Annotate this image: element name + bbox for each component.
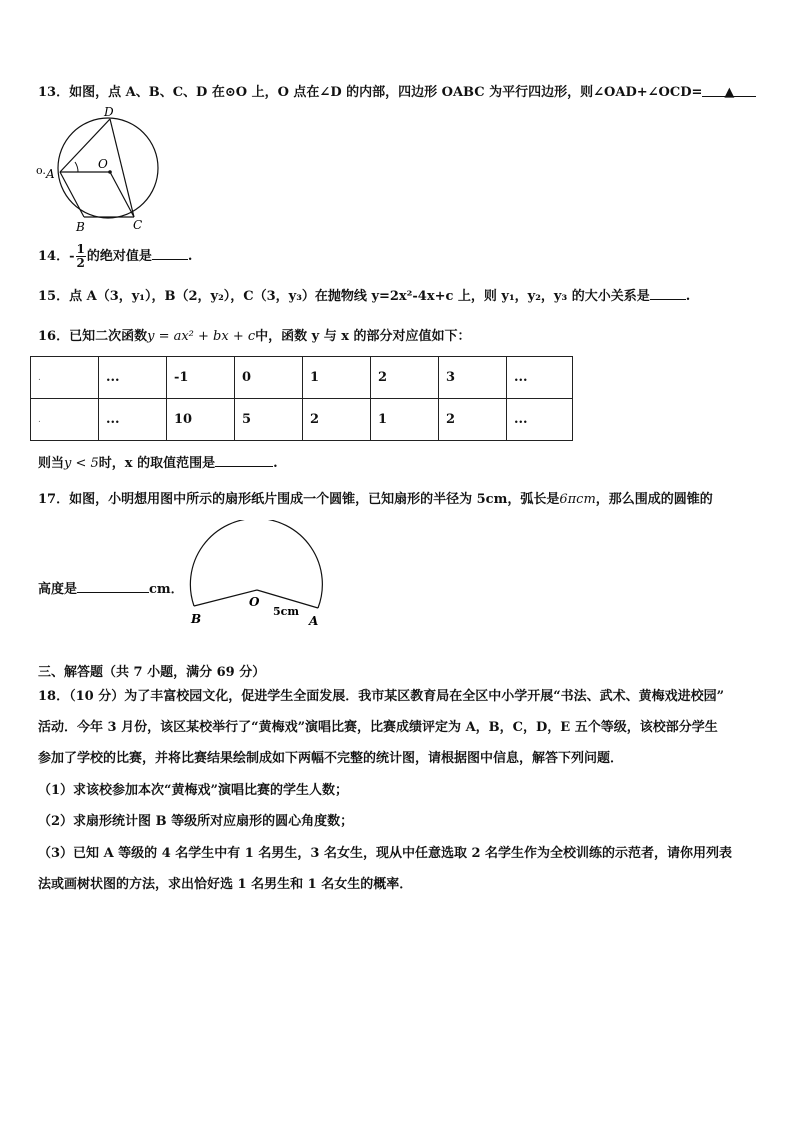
table-cell: . [31, 357, 99, 399]
q17-label-o: O [249, 595, 260, 609]
q18-sub1: （1）求该校参加本次“黄梅戏”演唱比赛的学生人数； [38, 783, 349, 798]
table-cell: ... [507, 399, 573, 441]
q18-line2: 活动．今年 3 月份，该区某校举行了“黄梅戏”演唱比赛，比赛成绩评定为 A，B，C，D，E 五个等级，该校部分学生 [38, 720, 718, 735]
section3-title: 三、解答题（共 7 小题，满分 69 分） [38, 665, 266, 680]
q13-stray-mark: o. [36, 164, 46, 177]
q14-line [38, 243, 192, 270]
q15-end: . [685, 289, 691, 304]
q17-sector-figure [185, 520, 330, 632]
q13-segment-ab [60, 172, 84, 217]
table-cell: 1 [371, 399, 439, 441]
q16-follow-line [38, 454, 278, 473]
q17-unit: cm． [149, 582, 184, 597]
q13-circle [58, 118, 158, 218]
q17-text2: ，那么围成的圆锥的 [595, 492, 713, 507]
q18-sub3a: （3）已知 A 等级的 4 名学生中有 1 名男生，3 名女生，现从中任意选取 2 名学生作为全校训练的示范者，请你用列表 [38, 846, 733, 861]
q14-prefix: 14．- [38, 249, 75, 264]
q13-circle-figure [32, 104, 172, 234]
table-cell: 0 [235, 357, 303, 399]
q16-line [38, 328, 471, 346]
q14-suffix: 的绝对值是 [86, 249, 152, 264]
q13-label-c: C [133, 218, 143, 232]
q16-follow-formula: y < 5 [64, 456, 99, 471]
q13-label-d: D [104, 105, 114, 119]
table-cell: 2 [303, 399, 371, 441]
q13-center-dot [108, 170, 112, 174]
q16-follow-end: . [273, 456, 278, 471]
q14-end: . [187, 249, 193, 264]
table-row [31, 357, 573, 399]
q14-numerator: 1 [76, 242, 85, 256]
q17-label-b: B [191, 612, 202, 626]
q16-follow-prefix: 则当 [38, 456, 65, 471]
q18-line3: 参加了学校的比赛，并将比赛结果绘制成如下两幅不完整的统计图，请根据图中信息，解答下列问题． [38, 751, 624, 766]
q13-angle-arc [75, 162, 78, 172]
table-cell: . [31, 399, 99, 441]
table-cell: 10 [167, 399, 235, 441]
q18-sub2: （2）求扇形统计图 B 等级所对应扇形的圆心角度数； [38, 814, 354, 829]
table-cell: 3 [439, 357, 507, 399]
q17-text: 17．如图，小明想用图中所示的扇形纸片围成一个圆锥，已知扇形的半径为 5cm，弧长是 [38, 492, 560, 507]
q15-line [38, 287, 690, 306]
q13-answer-blank [702, 84, 756, 100]
q18-line1: 18．（10 分）为了丰富校园文化，促进学生全面发展．我市某区教育局在全区中小学开展“书法、武术、黄梅戏进校园” [38, 689, 725, 704]
q15-answer-blank [650, 287, 686, 300]
q14-fraction [76, 243, 86, 270]
q17-line2 [38, 580, 184, 599]
q17-label-a: A [309, 614, 319, 628]
table-cell: 1 [303, 357, 371, 399]
q13-segment-dc [110, 119, 134, 217]
table-cell: -1 [167, 357, 235, 399]
table-cell: ... [99, 357, 167, 399]
q17-radius-ob [194, 590, 257, 606]
q17-radius-label: 5cm [273, 605, 299, 618]
q17-arc-length: 6πcm [559, 492, 596, 507]
table-cell: ... [507, 357, 573, 399]
q17-answer-blank [77, 580, 149, 593]
q16-suffix: 中，函数 y 与 x 的部分对应值如下： [255, 329, 471, 344]
q16-value-table [30, 356, 573, 441]
q17-line [38, 491, 713, 509]
table-cell: 2 [371, 357, 439, 399]
q17-line2-text: 高度是 [38, 582, 78, 597]
q15-text: 15．点 A（3，y₁），B（2，y₂），C（3，y₃）在抛物线 y=2x²-4x+c 上，则 y₁，y₂，y₃ 的大小关系是 [38, 289, 650, 304]
table-cell: ... [99, 399, 167, 441]
table-row [31, 399, 573, 441]
table-cell: 2 [439, 399, 507, 441]
q14-denominator: 2 [76, 256, 85, 270]
q13-line [38, 84, 756, 102]
q13-label-o: O [98, 157, 108, 171]
q13-segment-oc [110, 172, 134, 217]
q16-follow-suffix: 时，x 的取值范围是 [98, 456, 216, 471]
table-cell: 5 [235, 399, 303, 441]
q13-label-b: B [76, 220, 85, 234]
q16-answer-blank [215, 454, 273, 467]
q16-prefix: 16．已知二次函数 [38, 329, 148, 344]
q13-answer-mark: ▲ [724, 85, 735, 100]
q13-text: 13．如图，点 A、B、C、D 在⊙O 上，O 点在∠D 的内部，四边形 OABC 为平行四边形，则∠OAD+∠OCD= [38, 85, 703, 100]
q13-label-a: A [46, 167, 55, 181]
q18-sub3b: 法或画树状图的方法，求出恰好选 1 名男生和 1 名女生的概率． [38, 877, 413, 892]
q14-answer-blank [152, 247, 188, 260]
q16-formula: y = ax² + bx + c [147, 329, 256, 344]
